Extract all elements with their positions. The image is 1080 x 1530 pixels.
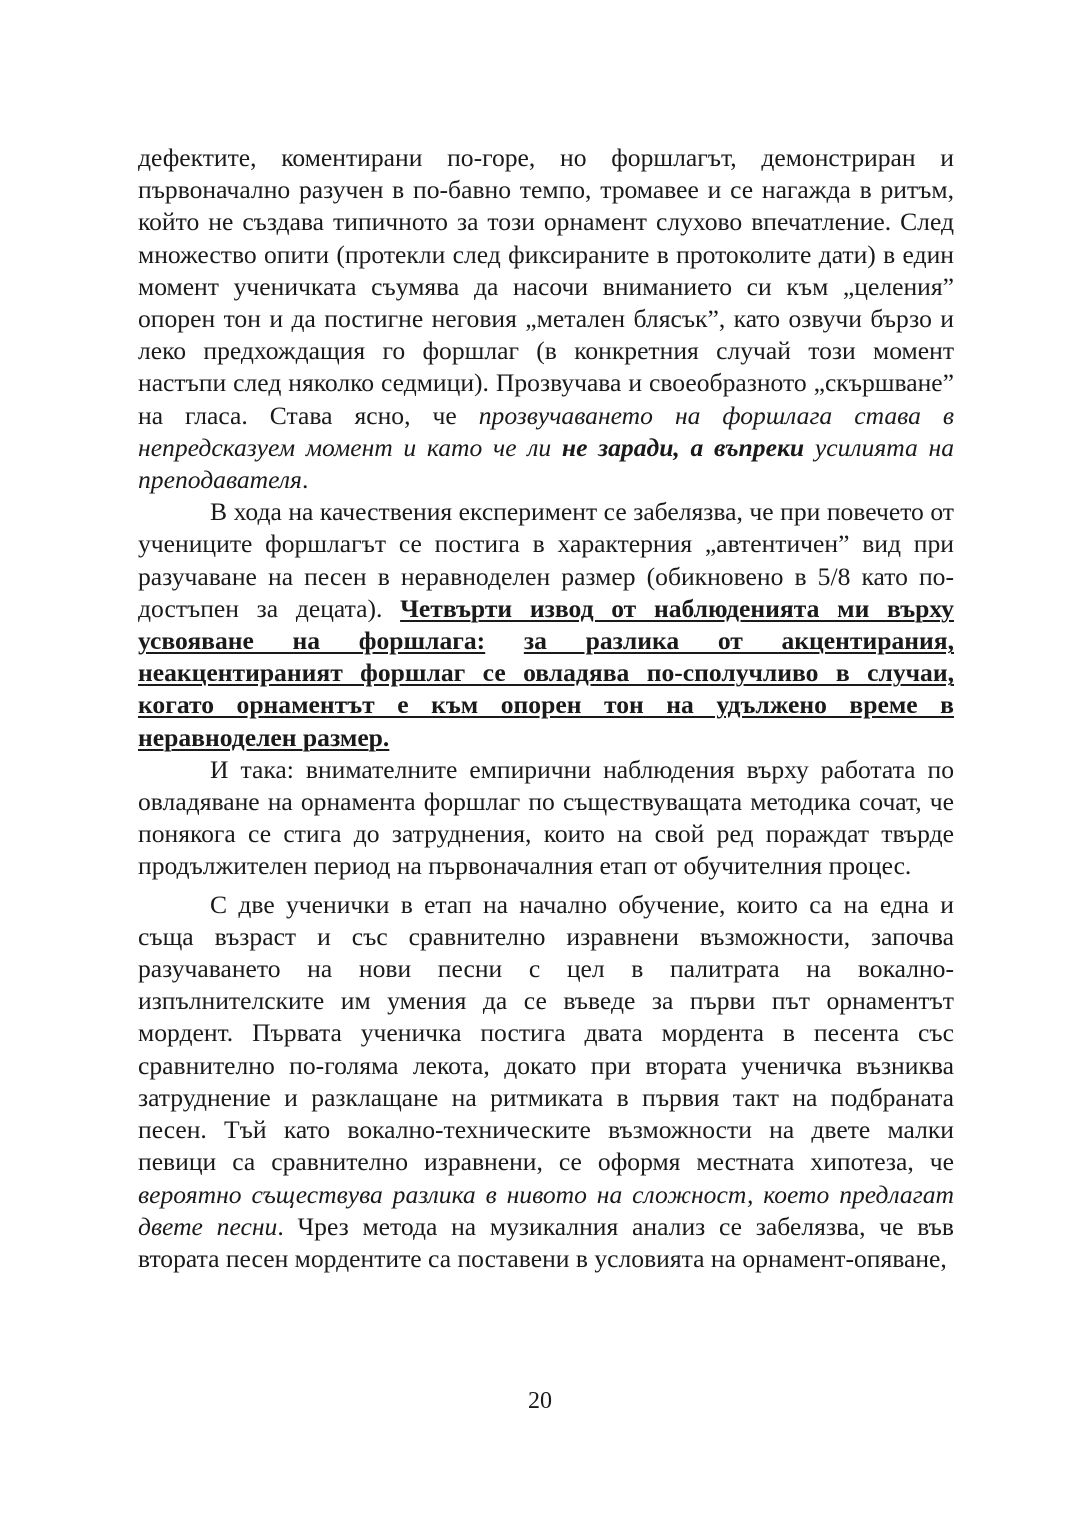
paragraph-1-period: . [301, 465, 309, 495]
paragraph-3 [138, 754, 954, 883]
paragraph-4-italic-text: вероятно съществува разлика в нивото на сложност, което предлагат двете песни [138, 1179, 954, 1241]
paragraph-1-italic-text: прозвучаването на форшлага става в непредсказуем момент и като че ли [138, 400, 954, 462]
paragraph-1-bold-italic-text: не заради, а въпреки [561, 432, 805, 462]
paragraph-4 [138, 889, 954, 1275]
paragraph-2 [138, 496, 954, 754]
paragraph-2-space [485, 626, 524, 655]
paragraph-3-text: И така: внимателните емпирични наблюдения върху работата по овладяване на орнамента форшлаг по съществуващата методика сочат, че понякога се стига до затруднения, които на свой ред пораждат твърде продължителен период на първоначалния етап от обучителния процес. [138, 754, 954, 881]
paragraph-2-text: В хода на качествения експеримент се забелязва, че при повечето от учениците форшлагът се постига в характерния „автентичен” вид при разучаване на песен в неравноделен размер (обикновено в 5/8 като по-достъпен за децата). [138, 497, 954, 623]
paragraph-4-text-end: . Чрез метода на музикалния анализ се забелязва, че във втората песен мордентите са поставени в условията на орнамент-опяване, [138, 1211, 954, 1273]
page-number: 20 [528, 1388, 552, 1414]
paragraph-1-italic-text-end: усилията на преподавателя [138, 432, 954, 495]
paragraph-2-conclusion-text: за разлика от акцентирания, неакцентираният форшлаг се овладява по-сполучливо в случаи, когато орнаментът е към опорен тон на удължено време в неравноделен размер. [138, 626, 954, 752]
paragraph-2-conclusion-label: Четвърти извод от наблюденията ми върху усвояване на форшлага: [138, 593, 954, 656]
paragraph-4-text: С две ученички в етап на начално обучение, които са на една и съща възраст и със сравнително изравнени възможности, започва разучаването на нови песни с цел в палитрата на вокално-изпълнителските им умения да се въведе за първи път орнаментът мордент. Първата ученичка постига двата мордента в песента със сравнително по-голяма лекота, докато при втората ученичка възниква затруднение и разклащане на ритмиката в първия такт на подбраната песен. Тъй като вокално-техническите възможности на двете малки певици са сравнително изравнени, се оформя местната хипотеза, че [138, 889, 954, 1177]
paragraph-1 [138, 142, 954, 496]
body-text [138, 142, 954, 1275]
paragraph-1-text: дефектите, коментирани по-горе, но форшлагът, демонстриран и първоначално разучен в по-бавно темпо, тромавее и се нагажда в ритъм, който не създава типичното за този орнамент слухово впечатление. След множество опити (протекли след фиксираните в протоколите дати) в един момент ученичката съумява да насочи вниманието си към „целения” опорен тон и да постигне неговия „метален блясък”, като озвучи бързо и леко предхождащия го форшлаг (в конкретния случай този момент настъпи след няколко седмици). Прозвучава и своеобразното „скършване” на гласа. Става ясно, че [138, 143, 954, 430]
